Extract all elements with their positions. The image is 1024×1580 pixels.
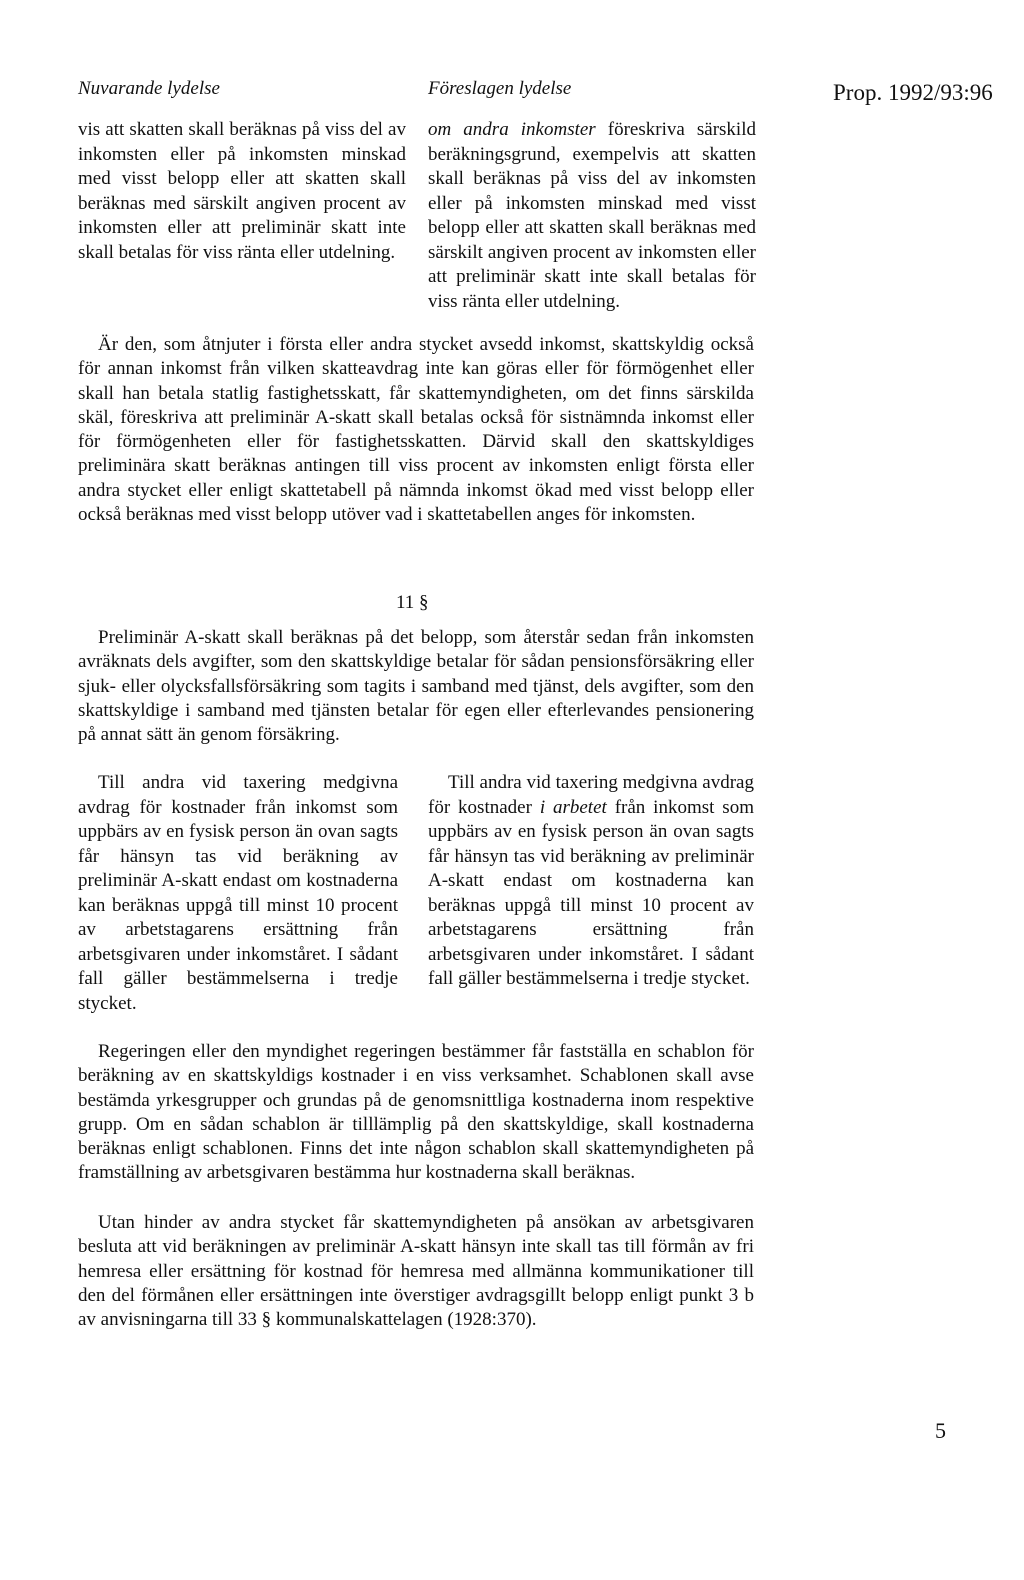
proposed-text: föreskriva särskild beräkningsgrund, exempelvis att skatten skall beräknas på viss del av inkomsten eller på inkomsten minskad med visst belopp eller att skatten skall beräknas med särskilt angiven procent av inkomsten eller att preliminär skatt inte skall betalas för viss ränta eller utdelning. [428,119,756,312]
proposed-wording-paragraph-1 [428,118,756,314]
current-wording-paragraph-2: Till andra vid taxering medgivna avdrag för kostnader från inkomst som uppbärs av en fysisk person än ovan sagts får hänsyn tas vid beräkning av preliminär A-skatt endast om kostnaderna kan beräknas uppgå till minst 10 procent av arbetstagarens ersättning från arbetsgivaren under inkomståret. I sådant fall gäller bestämmelserna i tredje stycket. [78,772,398,1014]
proposed-italic-phrase: om andra inkomster [428,119,596,140]
section-paragraph-1: Preliminär A-skatt skall beräknas på det belopp, som återstår sedan från inkomsten avräknats dels avgifter, som den skattskyldige betalar för sådan pensionsförsäkring eller sjuk- eller olycksfallsförsäkring som tagits i samband med tjänst, dels avgifter, som den skattskyldige i samband med tjänsten betalar för egen eller efterlevandes pensionering på annat sätt än genom försäkring. [78,627,754,746]
section-heading: 11 § [396,592,429,613]
current-wording-paragraph-1: vis att skatten skall beräknas på viss del av inkomsten eller på inkomsten minskad med visst belopp eller att skatten skall beräknas med särskilt angiven procent av inkomsten eller att preliminär skatt inte skall betalas för viss ränta eller utdelning. [78,119,406,263]
section-paragraph-4: Utan hinder av andra stycket får skattemyndigheten på ansökan av arbetsgivaren besluta att vid beräkningen av preliminär A-skatt hänsyn inte skall tas till förmån av fri hemresa eller ersättning för kostnad för hemresa med allmänna kommunikationer till den del förmånen eller ersättningen inte överstiger avdragsgillt belopp enligt punkt 3 b av anvisningarna till 33 § kommunalskattelagen (1928:370). [78,1212,754,1331]
header-current-wording: Nuvarande lydelse [78,78,220,99]
page-number: 5 [935,1418,946,1443]
header-proposed-wording: Föreslagen lydelse [428,78,572,99]
proposition-number: Prop. 1992/93:96 [833,80,993,105]
proposed-italic-phrase-2: i arbetet [539,796,607,818]
proposed-wording-paragraph-2 [428,771,754,992]
proposed-text-after: från inkomst som uppbärs av en fysisk person än ovan sagts får hänsyn tas vid beräkning av preliminär A-skatt endast om kostnaderna kan beräknas uppgå till minst 10 procent av arbetstagarens ersättning från arbetsgivaren under inkomståret. I sådant fall gäller bestämmelserna i tredje stycket. [428,796,754,989]
proposed-text-before: Till andra vid taxering medgivna avdrag för kostnader [428,772,754,818]
section-paragraph-3: Regeringen eller den myndighet regeringen bestämmer får fastställa en schablon för beräkning av en skattskyldigs kostnader i en viss verksamhet. Schablonen skall avse bestämda yrkesgrupper och grundas på de genomsnittliga kostnaderna inom respektive grupp. Om en sådan schablon är tilllämplig på den skattskyldige, skall kostnaderna beräknas enligt schablonen. Finns det inte någon schablon skall skattemyndigheten på framställning av arbetsgivaren bestämma hur kostnaderna skall beräknas. [78,1041,754,1184]
common-paragraph-1: Är den, som åtnjuter i första eller andra stycket avsedd inkomst, skattskyldig också för annan inkomst från vilken skatteavdrag inte kan göras eller för förmögenhet eller skall han betala statlig fastighetsskatt, får skattemyndigheten, om det finns särskilda skäl, föreskriva att preliminär A-skatt skall betalas också för sistnämnda inkomst eller för förmögenheten eller för fastighetsskatten. Därvid skall den skattskyldiges preliminära skatt beräknas antingen till viss procent av inkomsten enligt första eller andra stycket eller enligt skattetabell på nämnda inkomst ökad med visst belopp eller också beräknas med visst belopp utöver vad i skattetabellen anges för inkomsten. [78,334,754,526]
